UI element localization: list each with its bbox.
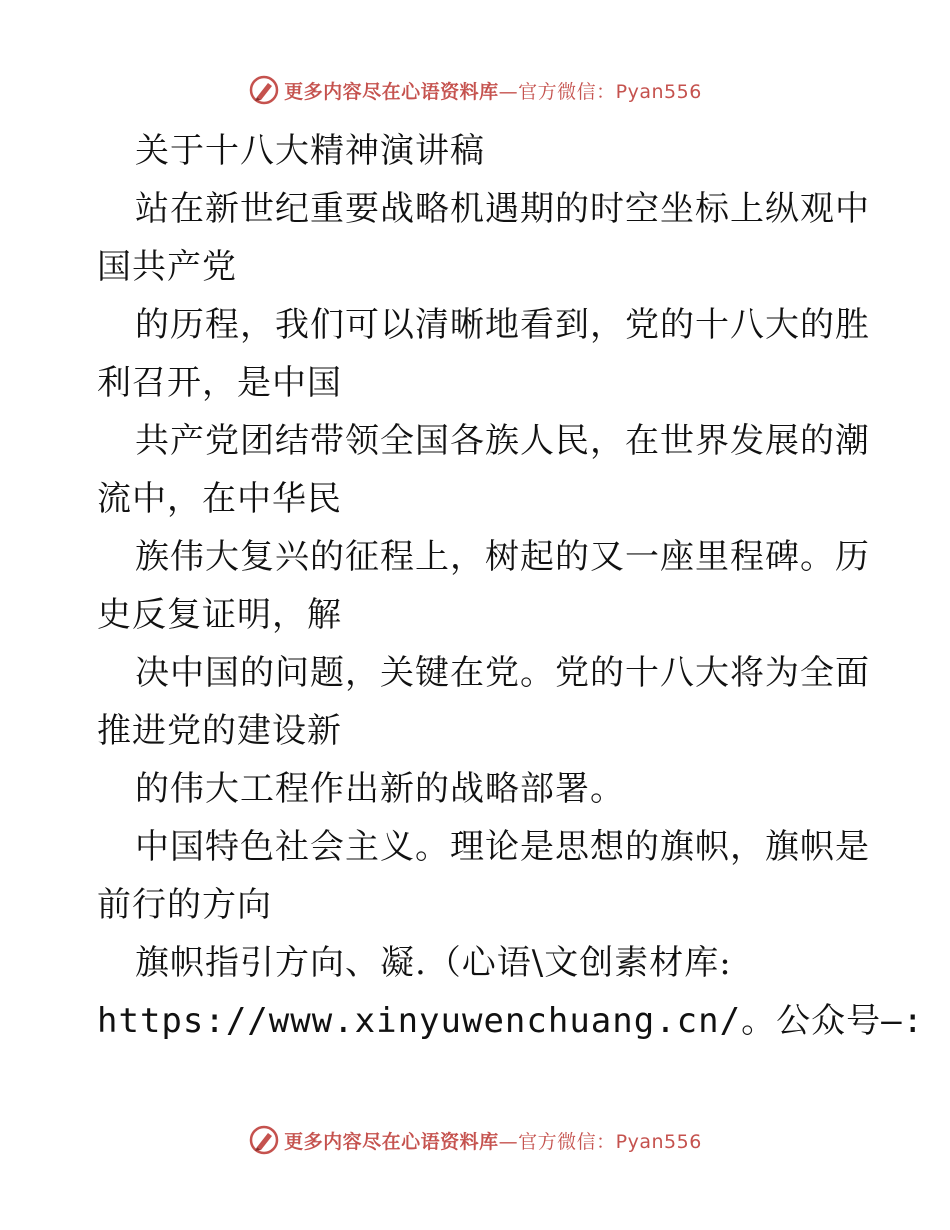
pen-logo-icon [248, 74, 280, 106]
document-body [97, 122, 925, 1050]
paragraph-line: 史反复证明，解 [97, 595, 342, 635]
paragraph-line: 国共产党 [97, 247, 237, 287]
paragraph-line: 的历程，我们可以清晰地看到，党的十八大的胜 [135, 305, 870, 345]
url-line: https://www.xinyuwenchuang.cn/。公众号—: [97, 1001, 925, 1041]
paragraph-line: 决中国的问题，关键在党。党的十八大将为全面 [135, 653, 870, 693]
header-banner-contact: —官方微信：Pyan556 [498, 80, 702, 103]
header-banner-title: 更多内容尽在心语资料库 [284, 80, 499, 103]
footer-banner [0, 1120, 950, 1160]
footer-banner-text [284, 1127, 702, 1154]
paragraph-line: 旗帜指引方向、凝.（心语\文创素材库: [135, 943, 732, 983]
paragraph-line: 推进党的建设新 [97, 711, 342, 751]
paragraph-line: 利召开，是中国 [97, 363, 342, 403]
header-banner [0, 70, 950, 110]
paragraph-line: 共产党团结带领全国各族人民，在世界发展的潮 [135, 421, 870, 461]
paragraph-line: 中国特色社会主义。理论是思想的旗帜，旗帜是 [135, 827, 870, 867]
footer-banner-title: 更多内容尽在心语资料库 [284, 1130, 499, 1153]
footer-banner-contact: —官方微信：Pyan556 [498, 1130, 702, 1153]
paragraph-line: 前行的方向 [97, 885, 272, 925]
pen-logo-icon [248, 1124, 280, 1156]
header-banner-text [284, 77, 702, 104]
document-title: 关于十八大精神演讲稿 [135, 131, 485, 171]
paragraph-line: 族伟大复兴的征程上，树起的又一座里程碑。历 [135, 537, 870, 577]
paragraph-line: 站在新世纪重要战略机遇期的时空坐标上纵观中 [135, 189, 870, 229]
paragraph-line: 的伟大工程作出新的战略部署。 [135, 769, 625, 809]
paragraph-line: 流中，在中华民 [97, 479, 342, 519]
